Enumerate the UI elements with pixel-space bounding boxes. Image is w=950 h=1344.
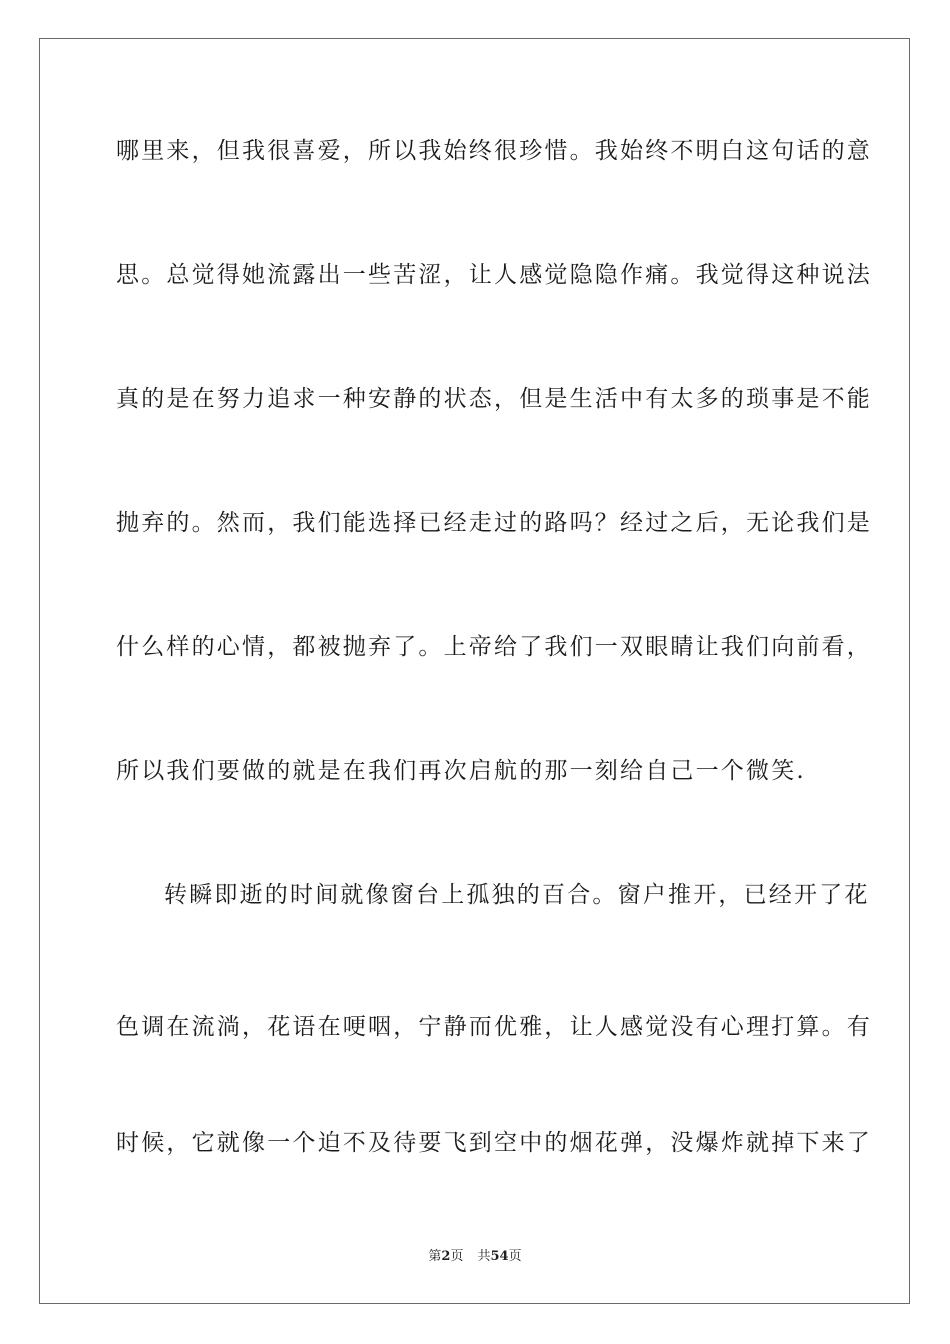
total-suffix: 页 (508, 1249, 522, 1264)
paragraph-line-3: 真的是在努力追求一种安静的状态，但是生活中有太多的琐事是不能 (116, 386, 872, 412)
paragraph-line-8: 色调在流淌，花语在哽咽，宁静而优雅，让人感觉没有心理打算。有 (116, 1014, 872, 1040)
paragraph-line-6: 所以我们要做的就是在我们再次启航的那一刻给自己一个微笑. (116, 758, 806, 784)
page-prefix: 第 (428, 1249, 442, 1264)
paragraph-line-5: 什么样的心情，都被抛弃了。上帝给了我们一双眼睛让我们向前看， (116, 634, 872, 660)
page-number: 2 (441, 1249, 451, 1264)
paragraph-line-1: 哪里来，但我很喜爱，所以我始终很珍惜。我始终不明白这句话的意 (116, 138, 872, 164)
page-footer (0, 1248, 950, 1266)
page-suffix: 页 (450, 1249, 464, 1264)
paragraph-line-7: 转瞬即逝的时间就像窗台上孤独的百合。窗户推开，已经开了花 (164, 882, 870, 908)
paragraph-line-9: 时候，它就像一个迫不及待要飞到空中的烟花弹，没爆炸就掉下来了 (116, 1130, 872, 1156)
paragraph-line-2: 思。总觉得她流露出一些苦涩，让人感觉隐隐作痛。我觉得这种说法 (116, 262, 872, 288)
page-border (39, 38, 910, 1304)
paragraph-line-4: 抛弃的。然而，我们能选择已经走过的路吗？经过之后，无论我们是 (116, 510, 872, 536)
total-prefix: 共 (477, 1249, 491, 1264)
total-pages: 54 (490, 1249, 509, 1264)
